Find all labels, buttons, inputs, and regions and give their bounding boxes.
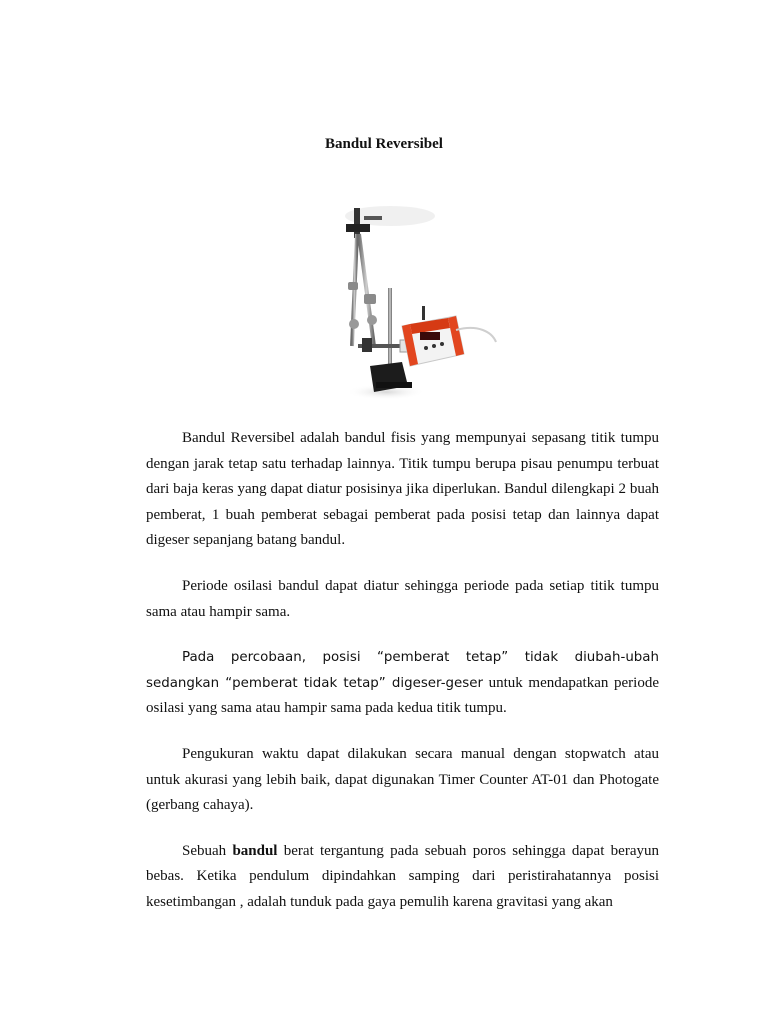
paragraph-5-after: berat tergantung pada sebuah poros sehingga dapat berayun bebas. Ketika pendulum dipindahkan samping dari peristirahatannya posisi kesetimbangan , adalah tunduk pada gaya pemulih karena gravitasi yang akan: [146, 842, 659, 910]
paragraph-2: Periode osilasi bandul dapat diatur sehingga periode pada setiap titik tumpu sama atau hampir sama.: [146, 577, 659, 620]
paragraph-5-before: Sebuah: [182, 842, 233, 859]
pendulum-apparatus-icon: [330, 196, 500, 406]
bandul-term: bandul: [232, 842, 278, 859]
paragraph-3-part-2: untuk mendapatkan periode osilasi yang sama atau hampir sama pada kedua titik tumpu.: [146, 674, 659, 717]
paragraph-1: Bandul Reversibel adalah bandul fisis yang mempunyai sepasang titik tumpu dengan jarak tetap satu terhadap lainnya. Titik tumpu berupa pisau penumpu terbuat dari baja keras yang dapat diatur posisinya jika diperlukan. Bandul dilengkapi 2 buah pemberat, 1 buah pemberat sebagai pemberat pada posisi tetap dan lainnya dapat digeser sepanjang batang bandul.: [146, 430, 659, 549]
page-title: Bandul Reversibel: [325, 136, 443, 152]
paragraph-5: [146, 839, 659, 916]
paragraph-3: [146, 645, 659, 722]
body-text: [146, 426, 659, 936]
pendulum-apparatus-figure: [330, 196, 500, 406]
paragraph-4: Pengukuran waktu dapat dilakukan secara manual dengan stopwatch atau untuk akurasi yang lebih baik, dapat digunakan Timer Counter AT-01 dan Photogate (gerbang cahaya).: [146, 745, 659, 814]
paragraph-3-part-1: Pada percobaan, posisi “pemberat tetap” tidak diubah-ubah sedangkan “pemberat tidak tetap” digeser-geser: [146, 650, 659, 691]
